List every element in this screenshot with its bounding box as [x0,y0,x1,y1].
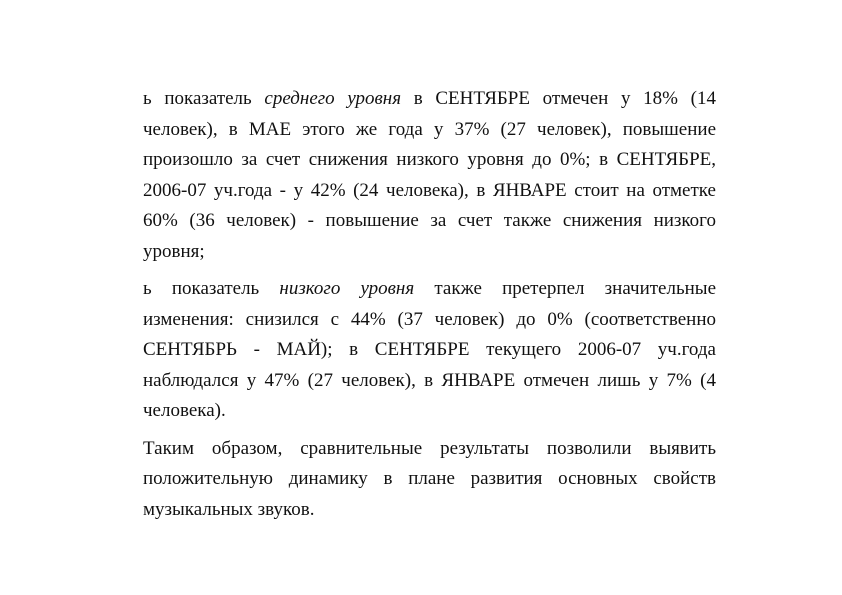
paragraph-body: в СЕНТЯБРЕ отмечен у 18% (14 человек), в МАЕ этого же года у 37% (27 человек), повышение произошло за счет снижения низкого уровня до 0%; в СЕНТЯБРЕ, 2006-07 уч.года - у 42% (24 человека), в ЯНВАРЕ стоит на отметке 60% (36 человек) - повышение за счет также снижения низкого уровня; [143,88,716,262]
emphasis-medium-level: среднего уровня [264,88,402,109]
paragraph-medium-level [143,84,716,267]
paragraph-conclusion: Таким образом, сравнительные результаты позволили выявить положительную динамику в плане развития основных свойств музыкальных звуков. [143,437,716,520]
paragraph-low-level [143,274,716,427]
emphasis-low-level: низкого уровня [279,278,415,299]
paragraph-body: также претерпел значительные изменения: снизился с 44% (37 человек) до 0% (соответственно СЕНТЯБРЬ - МАЙ); в СЕНТЯБРЕ текущего 2006-07 уч.года наблюдался у 47% (27 человек), в ЯНВАРЕ отмечен лишь у 7% (4 человека). [143,278,716,421]
paragraph-lead: ь показатель [143,278,280,299]
paragraph-lead: ь показатель [143,88,265,109]
body-text [143,84,716,532]
